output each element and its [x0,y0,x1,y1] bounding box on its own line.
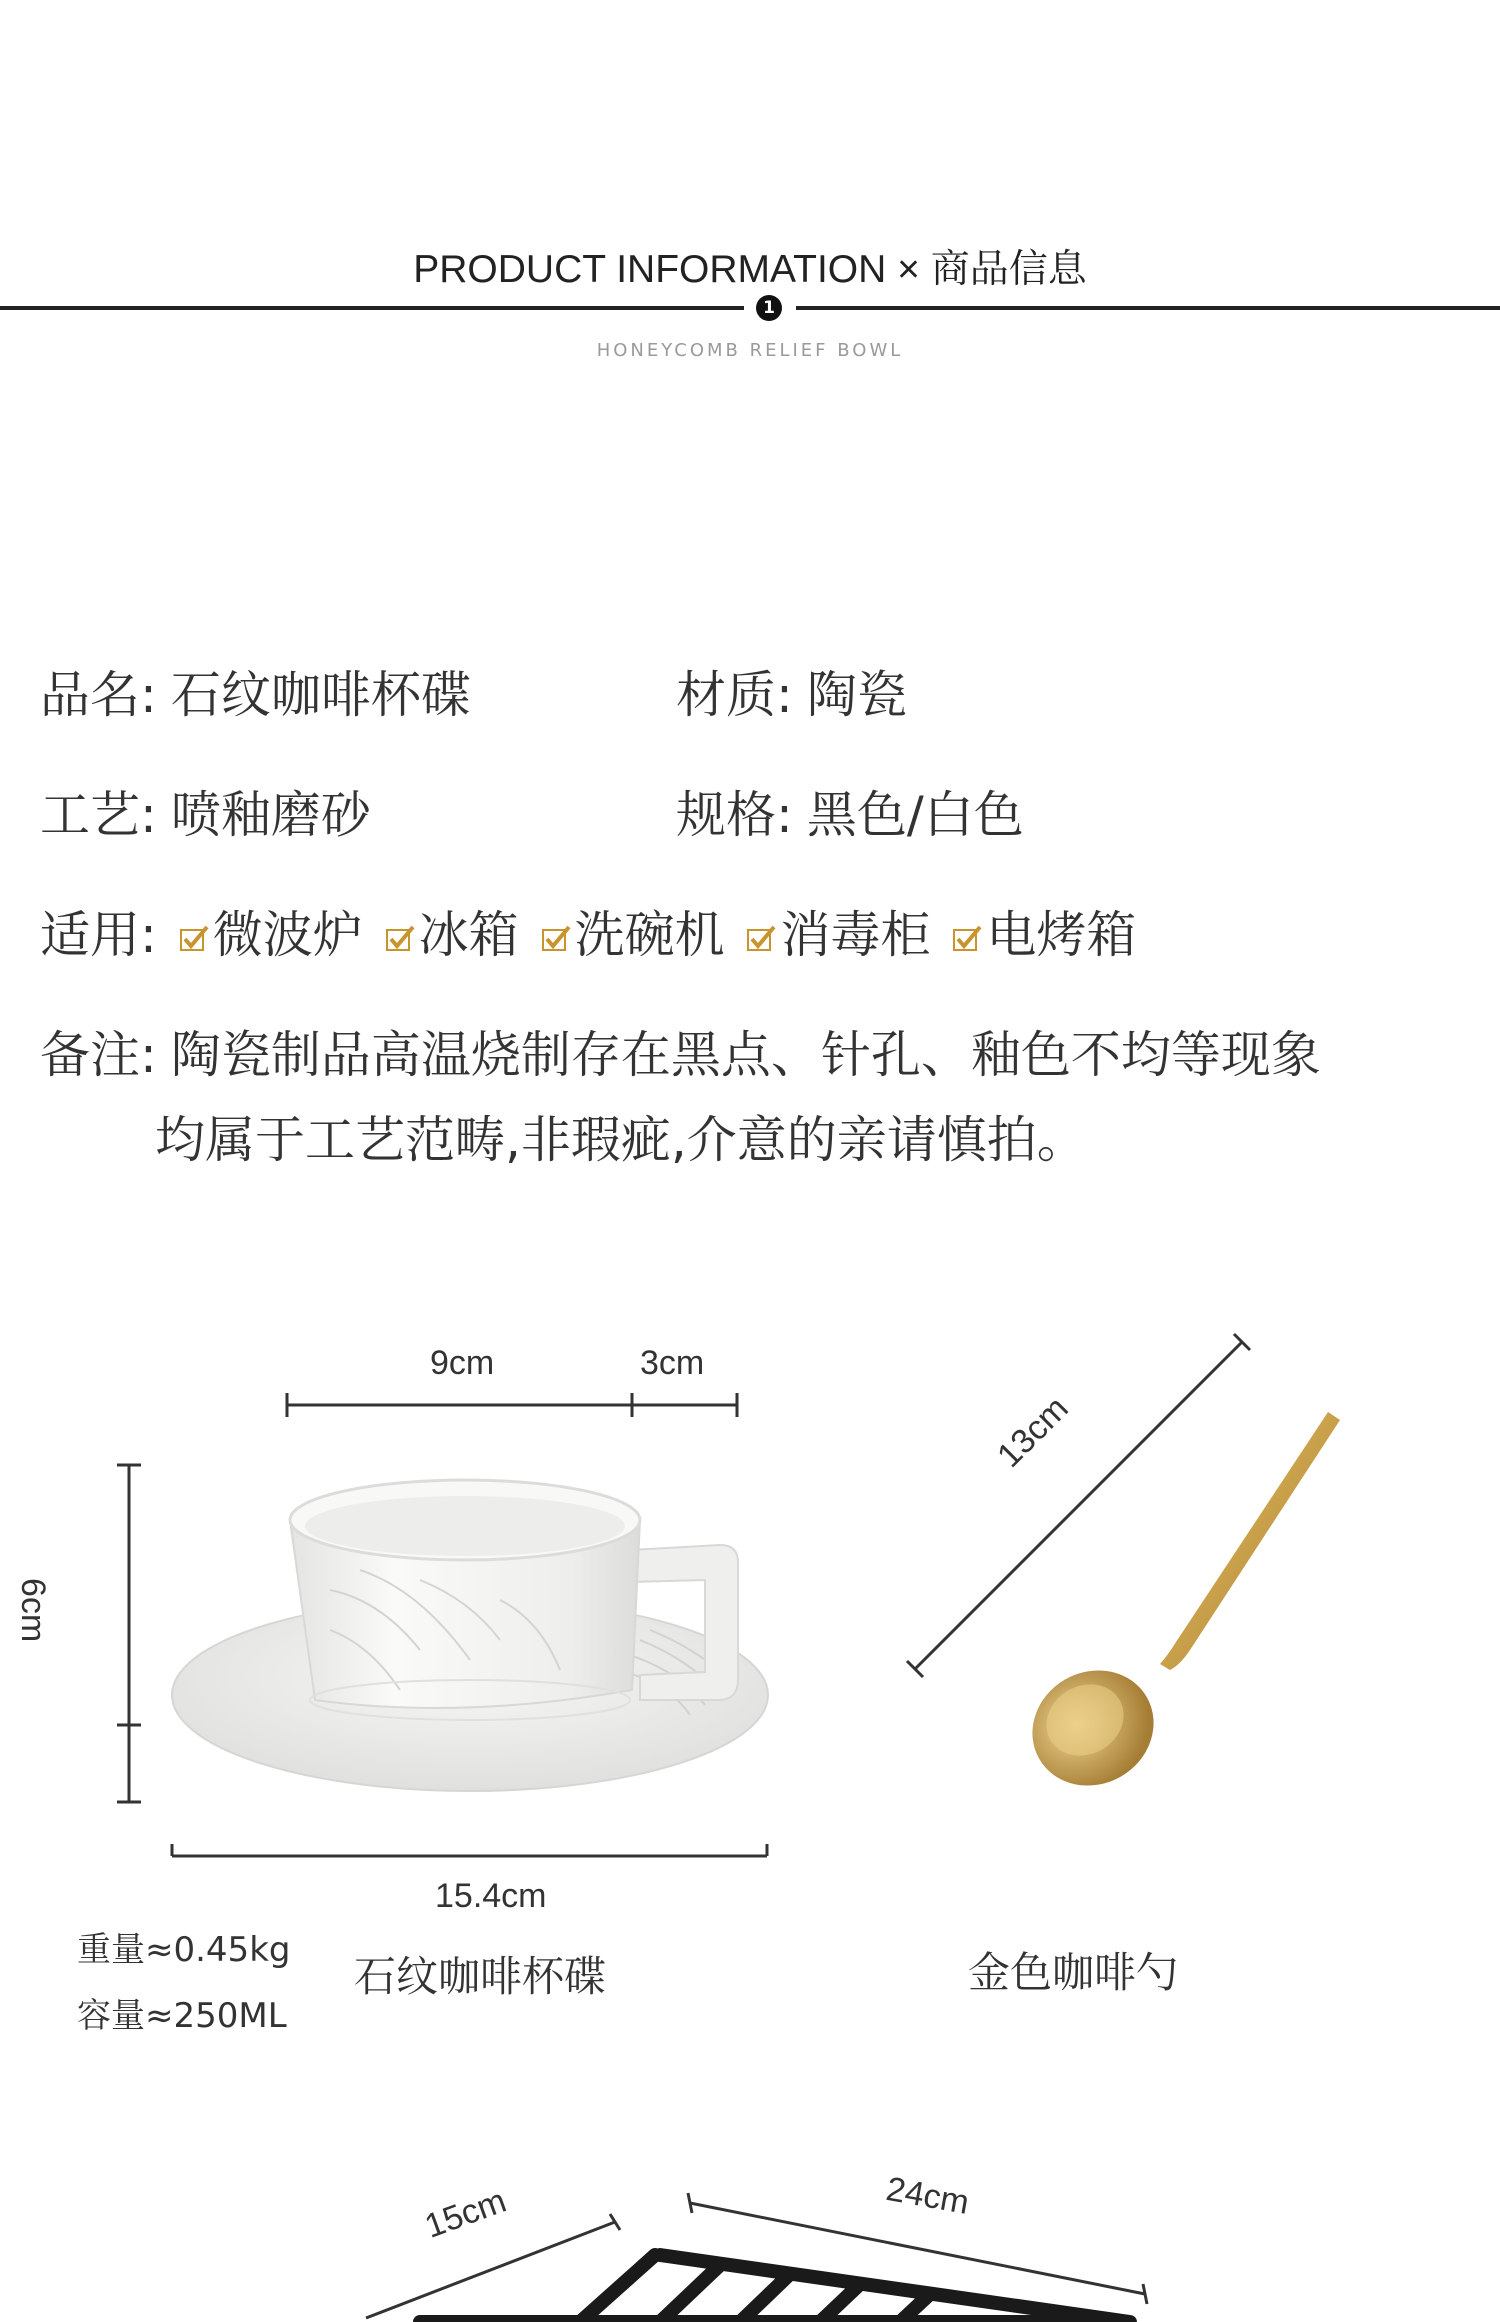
check-icon [541,912,573,944]
check-icon [179,912,211,944]
header-rule-right [796,306,1500,310]
saucer-dimension-line [172,1844,767,1856]
info-row-material [676,666,907,724]
material-label: 材质: [676,666,793,724]
height-dimension-line [117,1465,141,1802]
note-line-2: 均属于工艺范畴,非瑕疵,介意的亲请慎拍。 [155,1111,1087,1169]
weight-spec: 重量≈0.45kg [77,1930,291,1970]
rack-wires [420,2255,1130,2322]
handle-width-label: 3cm [640,1344,705,1382]
saucer-width-label: 15.4cm [435,1877,547,1915]
usage-item: 微波炉 [212,906,363,964]
check-icon [746,912,778,944]
capacity-spec: 容量≈250ML [77,1996,287,2036]
header-rule-left [0,306,744,310]
material-value: 陶瓷 [806,666,907,724]
rack-depth-dimension-line [366,2214,620,2318]
info-row-name [40,666,471,724]
spec-value: 黑色/白色 [806,786,1024,844]
rack-illustration [0,2160,1500,2322]
craft-label: 工艺: [40,786,157,844]
info-row-note [40,1026,1321,1084]
note-line-1: 陶瓷制品高温烧制存在黑点、针孔、釉色不均等现象 [170,1026,1321,1084]
usage-label: 适用: [40,906,157,964]
cup-height-label: 6cm [14,1578,52,1643]
cup-width-label: 9cm [430,1344,495,1382]
usage-item: 消毒柜 [780,906,931,964]
spoon-illustration [880,1320,1360,1800]
section-title: PRODUCT INFORMATION × 商品信息 [413,248,1087,291]
craft-value: 喷釉磨砂 [170,786,371,844]
spoon-handle [1160,1412,1340,1670]
spoon-length-label: 13cm [990,1389,1076,1475]
note-label: 备注: [40,1026,157,1084]
spec-label: 规格: [676,786,793,844]
section-subtitle: HONEYCOMB RELIEF BOWL [596,340,904,361]
rack-width-label: 24cm [883,2170,972,2222]
info-row-craft [40,786,371,844]
usage-item: 冰箱 [418,906,519,964]
cup-caption: 石纹咖啡杯碟 [354,1952,607,2001]
info-row-spec [676,786,1024,844]
usage-item: 电烤箱 [986,906,1137,964]
check-icon [952,912,984,944]
rack-depth-label: 15cm [420,2181,512,2246]
name-value: 石纹咖啡杯碟 [170,666,471,724]
section-number-badge: 1 [756,295,782,321]
name-label: 品名: [40,666,157,724]
spoon-caption: 金色咖啡勺 [968,1948,1179,1997]
usage-item: 洗碗机 [574,906,725,964]
check-icon [385,912,417,944]
width-dimension-line [287,1393,737,1417]
info-row-usage [40,906,1137,964]
